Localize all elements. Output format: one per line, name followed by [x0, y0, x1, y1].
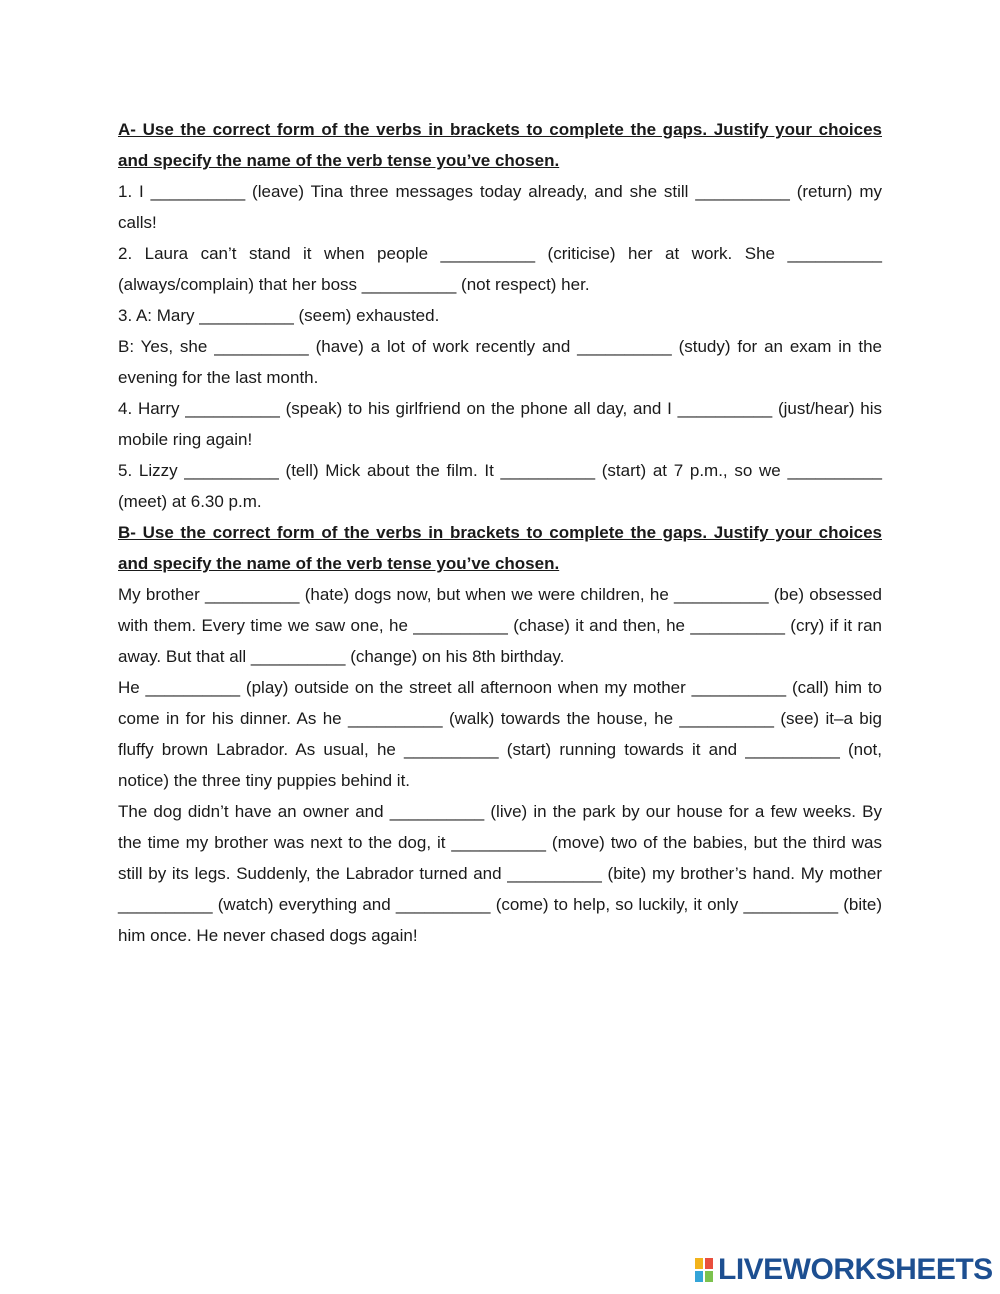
exercise-item-2: 2. Laura can’t stand it when people __________ (criticise) her at work. She __________ (always/complain) that her boss __________ (not respect) her.: [118, 244, 882, 294]
liveworksheets-logo: [694, 1254, 993, 1286]
story-paragraph-2: He __________ (play) outside on the street all afternoon when my mother __________ (call) him to come in for his dinner. As he __________ (walk) towards the house, he __________ (see) it–a big fluffy brown Labrador. As usual, he __________ (start) running towards it and __________ (not, notice) the three tiny puppies behind it.: [118, 678, 882, 790]
logo-mark-block: [694, 1270, 704, 1283]
exercise-item-3a: 3. A: Mary __________ (seem) exhausted.: [118, 306, 440, 325]
exercise-item-4: 4. Harry __________ (speak) to his girlfriend on the phone all day, and I __________ (just/hear) his mobile ring again!: [118, 399, 882, 449]
exercise-item-1: 1. I __________ (leave) Tina three messages today already, and she still __________ (return) my calls!: [118, 182, 882, 232]
liveworksheets-logo-icon: [694, 1257, 714, 1283]
logo-mark-block: [704, 1257, 714, 1270]
exercise-item-3b: B: Yes, she __________ (have) a lot of work recently and __________ (study) for an exam in the evening for the last month.: [118, 337, 882, 387]
worksheet-content: [118, 114, 882, 951]
exercise-item-5: 5. Lizzy __________ (tell) Mick about the film. It __________ (start) at 7 p.m., so we __________ (meet) at 6.30 p.m.: [118, 461, 882, 511]
logo-mark-block: [694, 1257, 704, 1270]
section-a-heading: A- Use the correct form of the verbs in brackets to complete the gaps. Justify your choices and specify the name of the verb tense you’ve chosen.: [118, 120, 882, 170]
logo-text: LIVEWORKSHEETS: [718, 1253, 993, 1286]
story-paragraph-3: The dog didn’t have an owner and __________ (live) in the park by our house for a few weeks. By the time my brother was next to the dog, it __________ (move) two of the babies, but the third was still by its legs. Suddenly, the Labrador turned and __________ (bite) my brother’s hand. My mother __________ (watch) everything and __________ (come) to help, so luckily, it only __________ (bite) him once. He never chased dogs again!: [118, 802, 882, 945]
section-b-heading: B- Use the correct form of the verbs in brackets to complete the gaps. Justify your choices and specify the name of the verb tense you’ve chosen.: [118, 523, 882, 573]
story-paragraph-1: My brother __________ (hate) dogs now, but when we were children, he __________ (be) obsessed with them. Every time we saw one, he __________ (chase) it and then, he __________ (cry) if it ran away. But that all __________ (change) on his 8th birthday.: [118, 585, 882, 666]
logo-mark-block: [704, 1270, 714, 1283]
